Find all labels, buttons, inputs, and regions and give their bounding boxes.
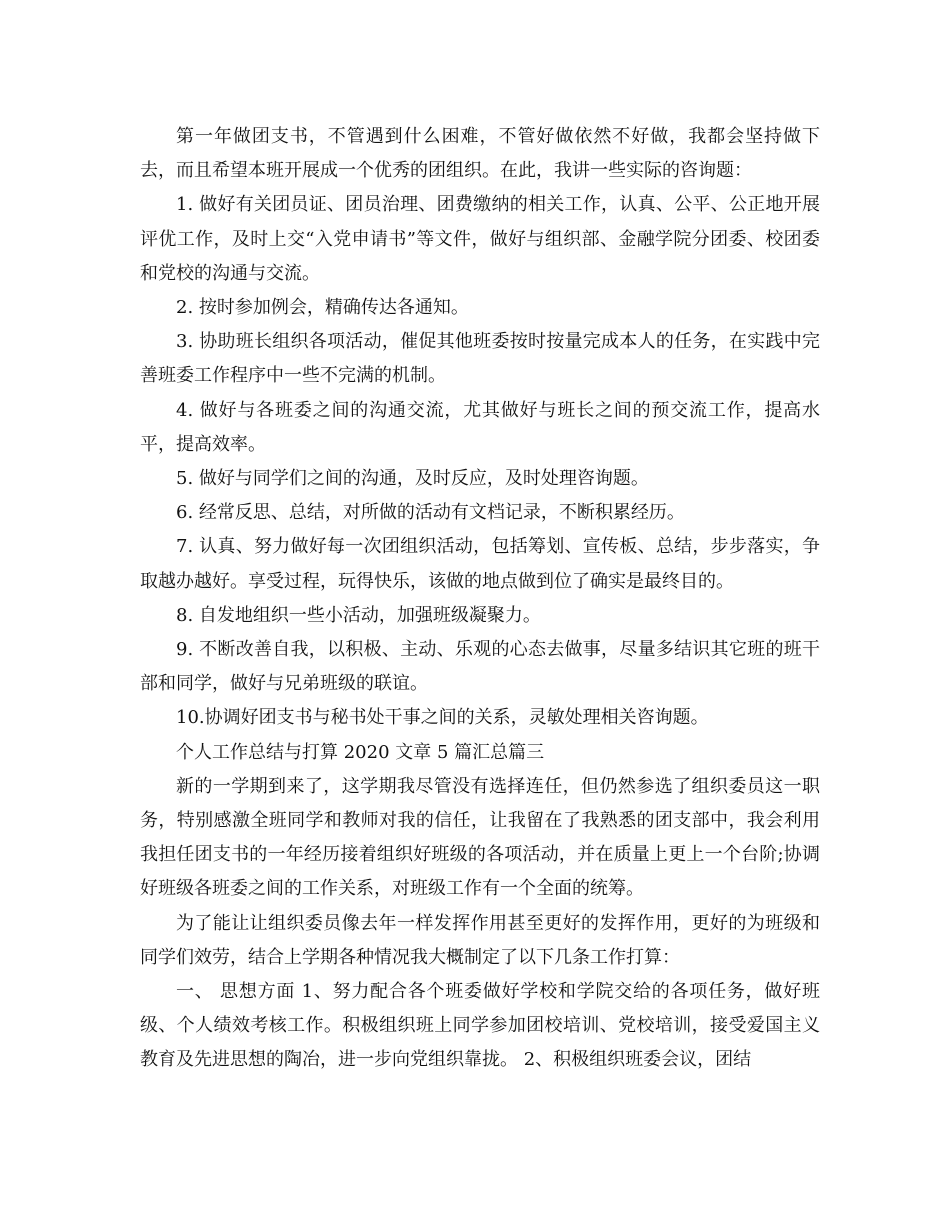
list-item-4: 4. 做好与各班委之间的沟通交流，尤其做好与班长之间的预交流工作，提高水平，提高效率。 (140, 399, 820, 455)
section-heading: 个人工作总结与打算 2020 文章 5 篇汇总篇三 (176, 741, 545, 763)
list-item-8: 8. 自发地组织一些小活动，加强班级凝聚力。 (176, 604, 541, 626)
list-item-7: 7. 认真、努力做好每一次团组织活动，包括筹划、宣传板、总结，步步落实，争取越办越好。享受过程，玩得快乐，该做的地点做到位了确实是最终目的。 (140, 536, 820, 592)
paragraph-new-term: 新的一学期到来了，这学期我尽管没有选择连任，但仍然参选了组织委员这一职务，特别感激全班同学和教师对我的信任，让我留在了我熟悉的团支部中，我会利用我担任团支书的一年经历接着组织好班级的各项活动，并在质量上更上一个台阶;协调好班级各班委之间的工作关系，对班级工作有一个全面的统筹。 (140, 775, 820, 900)
list-item-10: 10.协调好团支书与秘书处干事之间的关系，灵敏处理相关咨询题。 (176, 707, 709, 729)
list-item-1: 1. 做好有关团员证、团员治理、团费缴纳的相关工作，认真、公平、公正地开展评优工作，及时上交“入党申请书”等文件，做好与组织部、金融学院分团委、校团委和党校的沟通与交流。 (140, 194, 820, 284)
document-body (140, 120, 820, 1078)
paragraph-intro: 第一年做团支书，不管遇到什么困难，不管好做依然不好做，我都会坚持做下去，而且希望本班开展成一个优秀的团组织。在此，我讲一些实际的咨询题： (140, 126, 820, 182)
list-item-2: 2. 按时参加例会，精确传达各通知。 (176, 297, 469, 319)
list-item-6: 6. 经常反思、总结，对所做的活动有文档记录，不断积累经历。 (176, 502, 685, 524)
list-item-5: 5. 做好与同学们之间的沟通，及时反应，及时处理咨询题。 (176, 468, 649, 490)
paragraph-ideology: 一、 思想方面 1、努力配合各个班委做好学校和学院交给的各项任务，做好班级、个人绩效考核工作。积极组织班上同学参加团校培训、党校培训，接受爱国主义教育及先进思想的陶冶，进一步向党组织靠拢。 2、积极组织班委会议，团结 (140, 981, 820, 1071)
list-item-3: 3. 协助班长组织各项活动，催促其他班委按时按量完成本人的任务，在实践中完善班委工作程序中一些不完满的机制。 (140, 331, 820, 387)
paragraph-plan-intro: 为了能让让组织委员像去年一样发挥作用甚至更好的发挥作用，更好的为班级和同学们效劳，结合上学期各种情况我大概制定了以下几条工作打算： (140, 912, 820, 968)
list-item-9: 9. 不断改善自我，以积极、主动、乐观的心态去做事，尽量多结识其它班的班干部和同学，做好与兄弟班级的联谊。 (140, 639, 820, 695)
